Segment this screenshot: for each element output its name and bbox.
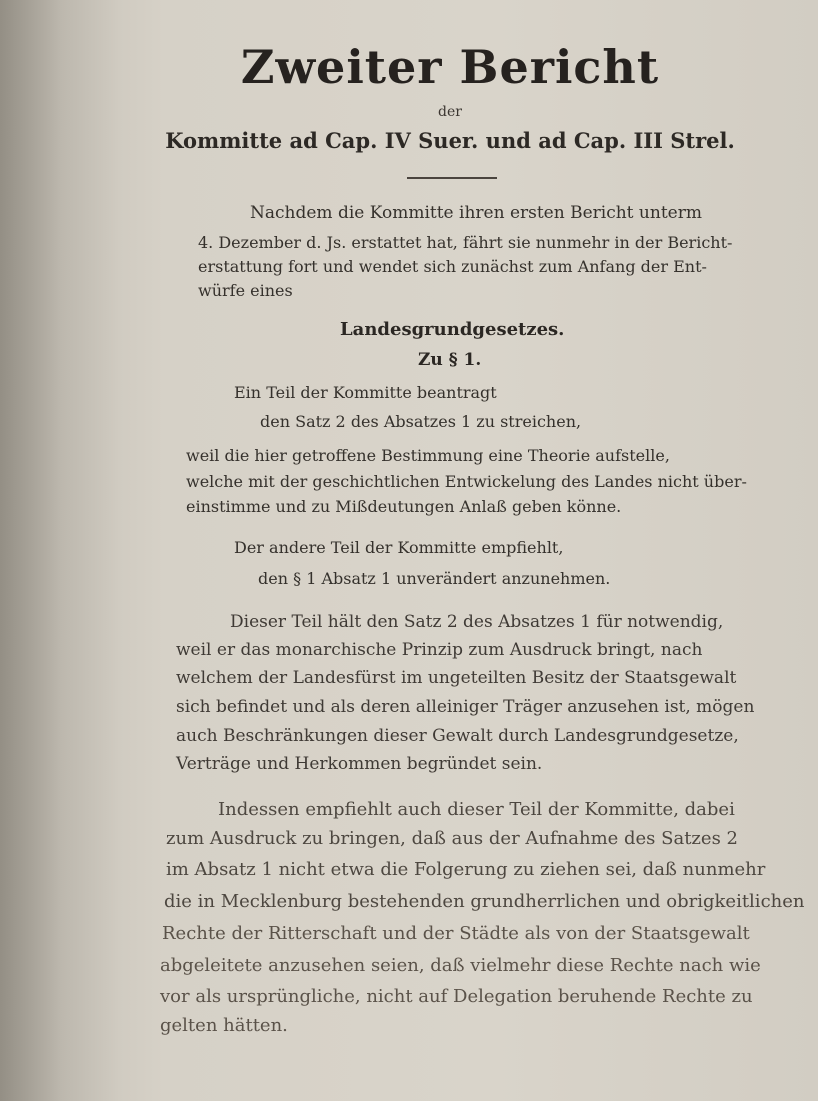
body-line: auch Beschränkungen dieser Gewalt durch Landesgrundgesetze, — [176, 726, 739, 746]
body-line: abgeleitete anzusehen seien, daß vielmehr diese Rechte nach wie — [160, 955, 761, 976]
body-line: Indessen empfiehlt auch dieser Teil der Kommitte, dabei — [218, 799, 735, 820]
title-rule — [407, 177, 497, 179]
body-line: weil er das monarchische Prinzip zum Ausdruck bringt, nach — [176, 640, 703, 660]
body-line: vor als ursprüngliche, nicht auf Delegation beruhende Rechte zu — [160, 986, 753, 1007]
intro-line: Nachdem die Kommitte ihren ersten Bericht unterm — [250, 203, 702, 223]
body-line: sich befindet und als deren alleiniger Träger anzusehen ist, mögen — [176, 697, 755, 717]
intro-line: 4. Dezember d. Js. erstattet hat, fährt sie nunmehr in der Bericht- — [198, 233, 733, 252]
document-title: Zweiter Bericht — [240, 40, 660, 94]
reason-line: welche mit der geschichtlichen Entwickelung des Landes nicht über- — [186, 472, 747, 491]
body-line: im Absatz 1 nicht etwa die Folgerung zu ziehen sei, daß nunmehr — [166, 859, 766, 880]
body-line: Rechte der Ritterschaft und der Städte als von der Staatsgewalt — [162, 923, 750, 944]
title-connector: der — [438, 104, 462, 120]
paragraph-heading: Zu § 1. — [418, 350, 482, 370]
proposal-line: Der andere Teil der Kommitte empfiehlt, — [234, 538, 564, 557]
intro-line: würfe eines — [198, 281, 293, 300]
reason-line: einstimme und zu Mißdeutungen Anlaß geben könne. — [186, 497, 622, 516]
proposal-line: den Satz 2 des Absatzes 1 zu streichen, — [260, 412, 582, 431]
document-subtitle: Kommitte ad Cap. IV Suer. und ad Cap. III Strel. — [165, 128, 735, 153]
body-line: gelten hätten. — [160, 1015, 288, 1036]
section-heading: Landesgrundgesetzes. — [340, 319, 565, 340]
proposal-line: Ein Teil der Kommitte beantragt — [234, 383, 497, 402]
body-line: Dieser Teil hält den Satz 2 des Absatzes 1 für notwendig, — [230, 612, 724, 632]
body-line: welchem der Landesfürst im ungeteilten Besitz der Staatsgewalt — [176, 668, 737, 688]
body-line: zum Ausdruck zu bringen, daß aus der Aufnahme des Satzes 2 — [166, 828, 738, 849]
body-line: Verträge und Herkommen begründet sein. — [176, 754, 543, 774]
proposal-line: den § 1 Absatz 1 unverändert anzunehmen. — [258, 569, 611, 588]
body-line: die in Mecklenburg bestehenden grundherrlichen und obrigkeitlichen — [164, 891, 805, 912]
reason-line: weil die hier getroffene Bestimmung eine Theorie aufstelle, — [186, 446, 670, 465]
intro-line: erstattung fort und wendet sich zunächst zum Anfang der Ent- — [198, 257, 707, 276]
